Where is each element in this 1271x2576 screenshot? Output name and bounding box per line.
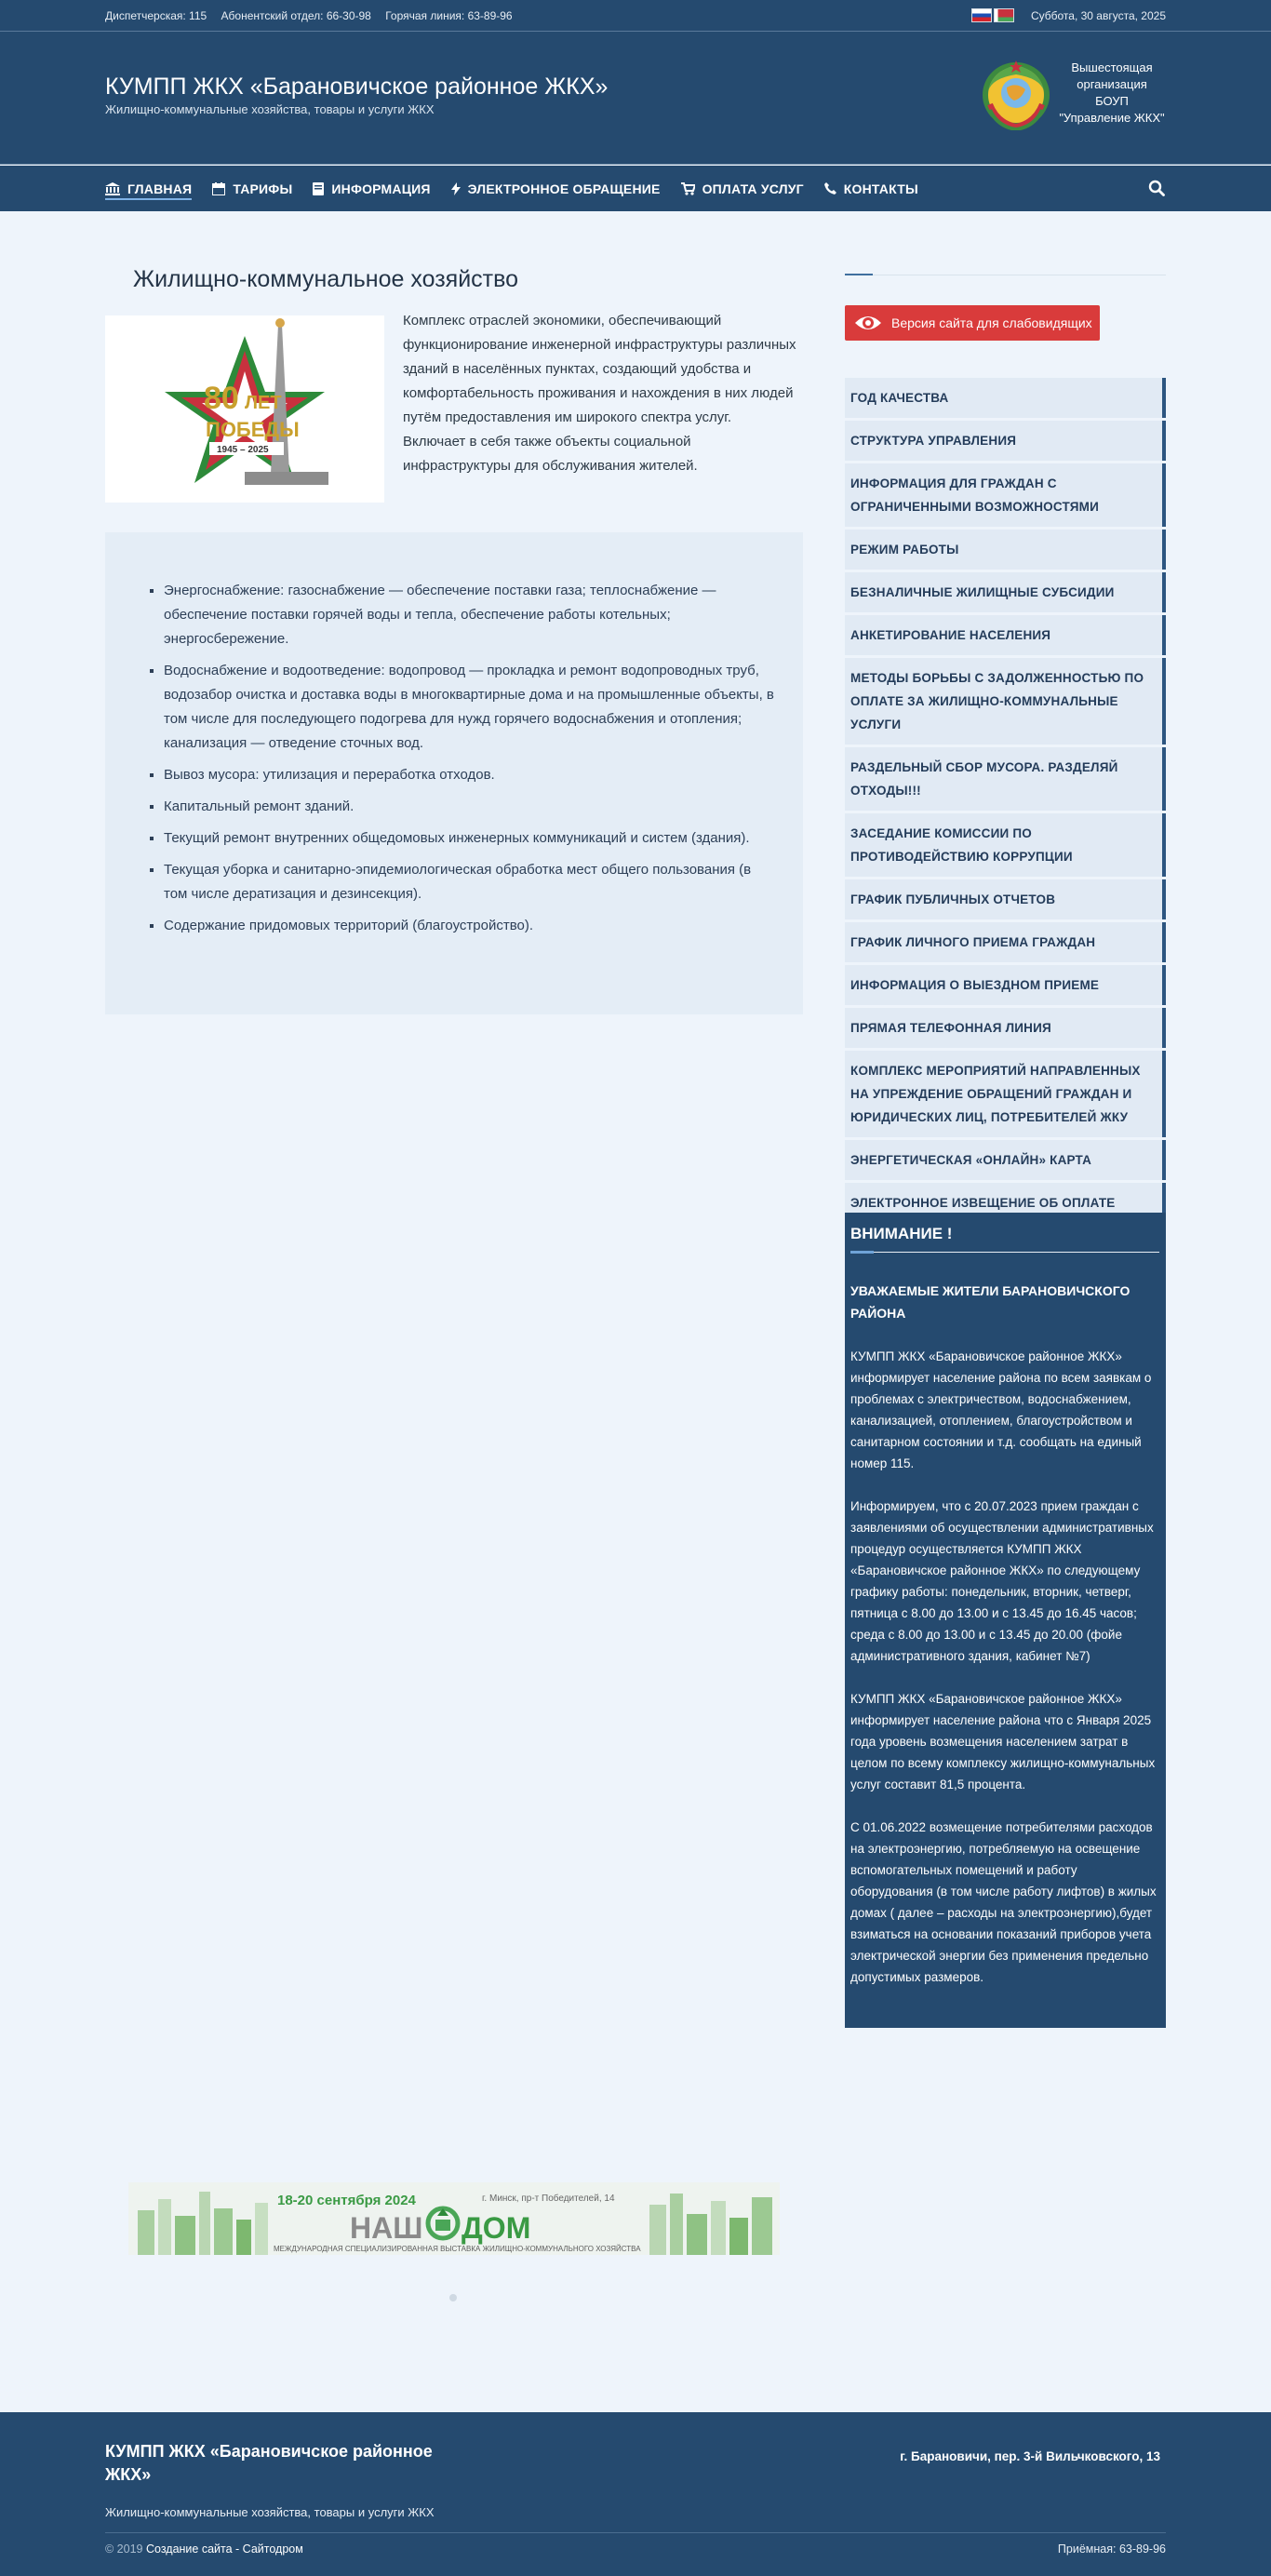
image-text-80: 80 xyxy=(204,381,239,416)
org-line-3: БОУП xyxy=(1095,94,1129,108)
banner-date: 18-20 сентября 2024 xyxy=(277,2193,416,2208)
bolt-icon xyxy=(451,182,461,195)
sidebar-item-appeal-measures[interactable]: КОМПЛЕКС МЕРОПРИЯТИЙ НАПРАВЛЕННЫХ НА УПРЕЖДЕНИЕ ОБРАЩЕНИЙ ГРАЖДАН И ЮРИДИЧЕСКИХ ЛИЦ, ПОТРЕБИТЕЛЕЙ ЖКУ xyxy=(845,1051,1166,1137)
sidebar-item-debt-methods[interactable]: МЕТОДЫ БОРЬБЫ С ЗАДОЛЖЕННОСТЬЮ ПО ОПЛАТЕ ЗА ЖИЛИЩНО-КОММУНАЛЬНЫЕ УСЛУГИ xyxy=(845,658,1166,745)
notice-paragraph: Информируем, что с 20.07.2023 прием граждан с заявлениями об осуществлении административных процедур осуществляется КУМПП ЖКХ «Барановичское районное ЖКХ» по следующему графику работы: понедельник, вторник, четверг, пятница с 8.00 до 13.00 и с 13.45 до 16.45 часов; среда с 8.00 до 13.00 и с 13.45 до 20.00 (фойе административного здания, кабинет №7) xyxy=(850,1499,1154,1663)
subscriber-phone: Абонентский отдел: 66-30-98 xyxy=(221,9,371,22)
calendar-icon xyxy=(212,182,225,195)
sidebar-item-public-reports[interactable]: ГРАФИК ПУБЛИЧНЫХ ОТЧЕТОВ xyxy=(845,879,1166,919)
belarus-flag-icon[interactable] xyxy=(994,8,1014,22)
sidebar-item-energy-map[interactable]: ЭНЕРГЕТИЧЕСКАЯ «ОНЛАЙН» КАРТА xyxy=(845,1140,1166,1180)
nav-label: ОПЛАТА УСЛУГ xyxy=(702,181,804,196)
language-switcher xyxy=(971,8,1014,22)
top-contacts xyxy=(105,9,524,22)
notice-title: ВНИМАНИЕ ! xyxy=(850,1225,953,1242)
nav-item-payment[interactable] xyxy=(681,166,804,211)
footer-divider xyxy=(105,2532,1166,2533)
sidebar-item-e-notice[interactable]: ЭЛЕКТРОННОЕ ИЗВЕЩЕНИЕ ОБ ОПЛАТЕ xyxy=(845,1183,1166,1223)
russian-flag-icon[interactable] xyxy=(971,8,992,22)
sidebar-item-anticorruption[interactable]: ЗАСЕДАНИЕ КОМИССИИ ПО ПРОТИВОДЕЙСТВИЮ КОРРУПЦИИ xyxy=(845,813,1166,877)
main-navigation xyxy=(0,166,1271,211)
list-item: ▪ Текущий ремонт внутренних общедомовых инженерных коммуникаций и систем (здания). xyxy=(164,826,778,851)
footer-title: КУМПП ЖКХ «Барановичское районное ЖКХ» xyxy=(105,2442,433,2484)
site-title[interactable]: КУМПП ЖКХ «Барановичское районное ЖКХ» xyxy=(105,74,609,100)
site-footer xyxy=(0,2412,1271,2576)
parent-organization[interactable] xyxy=(1042,60,1182,127)
low-vision-version-button[interactable] xyxy=(845,305,1100,341)
carousel-dot[interactable] xyxy=(449,2294,457,2301)
list-item: ▪ Капитальный ремонт зданий. xyxy=(164,795,778,819)
hotline-phone: Горячая линия: 63-89-96 xyxy=(385,9,513,22)
footer-reception-phone: Приёмная: 63-89-96 xyxy=(1057,2542,1166,2556)
org-line-4: "Управление ЖКХ" xyxy=(1059,111,1165,125)
sidebar-item-reception-schedule[interactable]: ГРАФИК ЛИЧНОГО ПРИЕМА ГРАЖДАН xyxy=(845,922,1166,962)
cart-icon xyxy=(681,182,695,195)
current-date: Суббота, 30 августа, 2025 xyxy=(1030,8,1166,22)
nav-item-home[interactable] xyxy=(105,166,192,211)
notice-lead: УВАЖАЕМЫЕ ЖИТЕЛИ БАРАНОВИЧСКОГО РАЙОНА xyxy=(850,1283,1131,1321)
eye-icon xyxy=(854,314,882,332)
nav-item-tariffs[interactable] xyxy=(212,166,292,211)
nav-label: ТАРИФЫ xyxy=(233,181,293,196)
sidebar-item-disabled-info[interactable]: ИНФОРМАЦИЯ ДЛЯ ГРАЖДАН С ОГРАНИЧЕННЫМИ ВОЗМОЖНОСТЯМИ xyxy=(845,463,1166,527)
banner-name-left: НАШ xyxy=(350,2211,423,2245)
nav-item-info[interactable] xyxy=(313,166,430,211)
nav-item-appeal[interactable] xyxy=(451,166,661,211)
nav-label: ГЛАВНАЯ xyxy=(127,181,193,196)
sidebar-item-field-reception[interactable]: ИНФОРМАЦИЯ О ВЫЕЗДНОМ ПРИЕМЕ xyxy=(845,965,1166,1005)
page-title: Жилищно-коммунальное хозяйство xyxy=(133,266,519,292)
nav-label: ЭЛЕКТРОННОЕ ОБРАЩЕНИЕ xyxy=(467,181,661,196)
list-item: ▪ Текущая уборка и санитарно-эпидемиологическая обработка мест общего пользования (в том числе дератизация и дезинсекция). xyxy=(164,858,778,906)
org-line-1: Вышестоящая xyxy=(1071,60,1153,74)
search-icon[interactable] xyxy=(1148,180,1165,196)
list-item: ▪ Вывоз мусора: утилизация и переработка отходов. xyxy=(164,763,778,787)
sidebar-item-structure[interactable]: СТРУКТУРА УПРАВЛЕНИЯ xyxy=(845,421,1166,461)
sidebar-item-subsidies[interactable]: БЕЗНАЛИЧНЫЕ ЖИЛИЩНЫЕ СУБСИДИИ xyxy=(845,572,1166,612)
sidebar-menu xyxy=(845,378,1166,1268)
bank-icon xyxy=(105,182,120,195)
intro-text: Комплекс отраслей экономики, обеспечивающий функционирование инженерной инфраструктуры различных зданий в населённых пунктах, создающий удобства и комфортабельность проживания и нахождения в них людей путём предоставления им широкого спектра услуг. Включает в себя также объекты социальной инфраструктуры для обслуживания жителей. xyxy=(403,313,796,474)
sidebar-item-quality-year[interactable]: ГОД КАЧЕСТВА xyxy=(845,378,1166,418)
notice-paragraph: КУМПП ЖКХ «Барановичское районное ЖКХ» информирует население района что с Января 2025 года уровень возмещения населением затрат в целом по всему комплексу жилищно-коммунальных услуг составит 81,5 процента. xyxy=(850,1692,1156,1791)
copyright-year: © 2019 xyxy=(105,2542,143,2556)
exhibition-banner[interactable] xyxy=(128,2182,780,2255)
site-subtitle: Жилищно-коммунальные хозяйства, товары и услуги ЖКХ xyxy=(105,102,435,116)
notice-paragraph: С 01.06.2022 возмещение потребителями расходов на электроэнергию, потребляемую на освещение вспомогательных помещений и работу оборудования (в том числе работу лифтов) в жилых домах ( далее – расходы на электроэнергию),будет взиматься на основании показаний приборов учета электрической энергии без применения предельно допустимых размеров. xyxy=(850,1820,1157,1984)
notice-body xyxy=(850,1280,1157,2009)
image-text-years-word: ЛЕТ xyxy=(245,393,282,413)
phone-icon xyxy=(824,182,836,195)
top-right xyxy=(971,8,1166,22)
footer-address: г. Барановичи, пер. 3-й Вильчковского, 13 xyxy=(900,2449,1160,2463)
book-icon xyxy=(313,182,324,195)
sidebar-item-hotline[interactable]: ПРЯМАЯ ТЕЛЕФОННАЯ ЛИНИЯ xyxy=(845,1008,1166,1048)
list-item: ▪ Энергоснабжение: газоснабжение — обеспечение поставки газа; теплоснабжение — обеспечение поставки горячей воды и тепла, обеспечение работы котельных; энергосбережение. xyxy=(164,579,778,651)
banner-caption: МЕЖДУНАРОДНАЯ СПЕЦИАЛИЗИРОВАННАЯ ВЫСТАВКА ЖИЛИЩНО-КОММУНАЛЬНОГО ХОЗЯЙСТВА xyxy=(274,2245,641,2253)
top-bar xyxy=(0,0,1271,32)
list-item: ▪ Содержание придомовых территорий (благоустройство). xyxy=(164,914,778,938)
dispatcher-phone: Диспетчерская: 115 xyxy=(105,9,207,22)
site-header xyxy=(0,32,1271,165)
banner-name-right: ДОМ xyxy=(462,2211,531,2245)
org-line-2: организация xyxy=(1077,77,1147,91)
nav-label: КОНТАКТЫ xyxy=(843,181,918,196)
notice-paragraph: КУМПП ЖКХ «Барановичское районное ЖКХ» информирует население района по всем заявкам о проблемах с электричеством, водоснабжением, канализацией, отоплением, благоустройством и санитарном состоянии и т.д. сообщать на единый номер 115. xyxy=(850,1349,1152,1470)
attention-notice xyxy=(845,1213,1166,2028)
list-item: ▪ Водоснабжение и водоотведение: водопровод — прокладка и ремонт водопроводных труб, водозабор очистка и доставка воды в многоквартирные дома и на промышленные объекты, в том числе для последующего подогрева для нужд горячего водоснабжения и отопления; канализация — отведение сточных вод. xyxy=(164,659,778,756)
footer-copyright xyxy=(105,2542,303,2556)
nav-label: ИНФОРМАЦИЯ xyxy=(331,181,431,196)
nav-item-contacts[interactable] xyxy=(824,166,918,211)
services-list xyxy=(164,579,778,946)
victory-anniversary-image xyxy=(105,315,384,503)
image-text-victory: ПОБЕДЫ xyxy=(206,418,300,441)
sidebar-item-waste-sorting[interactable]: РАЗДЕЛЬНЫЙ СБОР МУСОРА. РАЗДЕЛЯЙ ОТХОДЫ!!! xyxy=(845,747,1166,811)
footer-subtitle: Жилищно-коммунальные хозяйства, товары и услуги ЖКХ xyxy=(105,2505,435,2519)
notice-divider xyxy=(850,1252,1159,1253)
developer-link[interactable]: Создание сайта - Сайтодром xyxy=(145,2542,303,2556)
services-box xyxy=(105,532,803,1014)
image-text-dates: 1945 – 2025 xyxy=(217,445,269,455)
low-vision-label: Версия сайта для слабовидящих xyxy=(891,315,1092,330)
sidebar-item-survey[interactable]: АНКЕТИРОВАНИЕ НАСЕЛЕНИЯ xyxy=(845,615,1166,655)
banner-location: г. Минск, пр-т Победителей, 14 xyxy=(482,2194,615,2204)
sidebar-item-working-hours[interactable]: РЕЖИМ РАБОТЫ xyxy=(845,530,1166,570)
